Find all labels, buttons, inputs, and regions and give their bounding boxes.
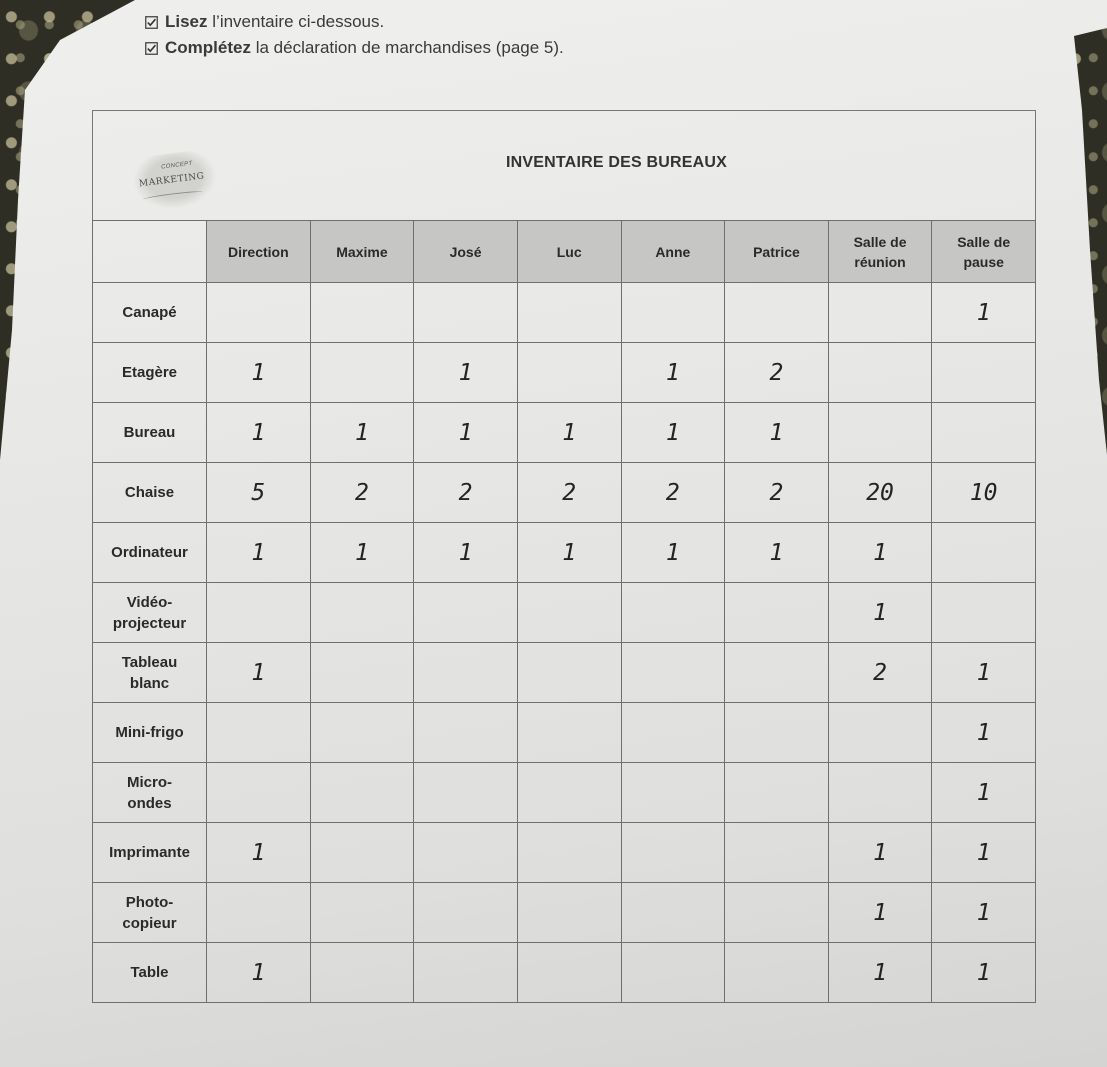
quantity-cell bbox=[517, 883, 621, 943]
quantity-cell bbox=[621, 583, 725, 643]
quantity-cell bbox=[517, 283, 621, 343]
quantity-cell bbox=[621, 823, 725, 883]
quantity-cell: 1 bbox=[725, 523, 829, 583]
row-label: Etagère bbox=[121, 364, 178, 381]
row-label-cell bbox=[93, 703, 207, 763]
quantity-cell bbox=[414, 883, 518, 943]
quantity-cell bbox=[725, 283, 829, 343]
company-logo bbox=[130, 148, 220, 214]
table-row bbox=[93, 943, 1036, 1003]
row-label-cell bbox=[93, 583, 207, 643]
quantity-cell: 1 bbox=[207, 943, 311, 1003]
corner-cell bbox=[93, 221, 207, 283]
row-label: Ordinateur bbox=[111, 544, 188, 561]
quantity-cell bbox=[207, 883, 311, 943]
quantity-cell bbox=[932, 343, 1036, 403]
inventory-table bbox=[92, 220, 1036, 1003]
header-row bbox=[93, 221, 1036, 283]
quantity-cell bbox=[310, 823, 414, 883]
quantity-cell bbox=[207, 703, 311, 763]
quantity-cell bbox=[828, 703, 932, 763]
table-row bbox=[93, 883, 1036, 943]
quantity-cell: 1 bbox=[828, 523, 932, 583]
quantity-cell bbox=[725, 643, 829, 703]
quantity-cell: 1 bbox=[828, 883, 932, 943]
table-row bbox=[93, 343, 1036, 403]
column-header bbox=[414, 221, 518, 283]
quantity-cell bbox=[310, 883, 414, 943]
quantity-cell: 2 bbox=[828, 643, 932, 703]
quantity-cell bbox=[932, 583, 1036, 643]
table-row bbox=[93, 763, 1036, 823]
quantity-cell: 1 bbox=[828, 823, 932, 883]
quantity-cell: 1 bbox=[517, 523, 621, 583]
quantity-cell bbox=[414, 583, 518, 643]
quantity-cell bbox=[517, 763, 621, 823]
quantity-cell bbox=[414, 703, 518, 763]
quantity-cell: 1 bbox=[414, 403, 518, 463]
table-row bbox=[93, 463, 1036, 523]
quantity-cell: 1 bbox=[932, 763, 1036, 823]
quantity-cell bbox=[725, 943, 829, 1003]
quantity-cell: 1 bbox=[207, 523, 311, 583]
row-label-cell bbox=[93, 943, 207, 1003]
row-label-cell bbox=[93, 763, 207, 823]
column-header-label: Luc bbox=[556, 243, 582, 260]
row-label-cell bbox=[93, 403, 207, 463]
quantity-cell bbox=[310, 703, 414, 763]
quantity-cell bbox=[414, 283, 518, 343]
quantity-cell: 1 bbox=[207, 403, 311, 463]
quantity-cell: 1 bbox=[207, 643, 311, 703]
row-label-cell bbox=[93, 883, 207, 943]
column-header bbox=[621, 221, 725, 283]
column-header-label: Patrice bbox=[753, 243, 800, 260]
quantity-cell: 1 bbox=[621, 523, 725, 583]
quantity-cell bbox=[932, 403, 1036, 463]
row-label: Bureau bbox=[123, 424, 176, 441]
table-row bbox=[93, 823, 1036, 883]
checked-box-icon bbox=[145, 16, 158, 29]
quantity-cell bbox=[725, 823, 829, 883]
quantity-cell bbox=[621, 943, 725, 1003]
quantity-cell: 2 bbox=[621, 463, 725, 523]
quantity-cell bbox=[310, 763, 414, 823]
row-label: Vidéo-projecteur bbox=[112, 593, 187, 632]
quantity-cell bbox=[621, 883, 725, 943]
table-row bbox=[93, 523, 1036, 583]
sheet-header bbox=[92, 110, 1036, 220]
column-header-label: Salle de pause bbox=[957, 233, 1011, 270]
quantity-cell: 1 bbox=[207, 343, 311, 403]
quantity-cell: 1 bbox=[932, 943, 1036, 1003]
quantity-cell: 1 bbox=[725, 403, 829, 463]
quantity-cell: 1 bbox=[517, 403, 621, 463]
table-row bbox=[93, 703, 1036, 763]
quantity-cell: 1 bbox=[207, 823, 311, 883]
quantity-cell: 1 bbox=[932, 883, 1036, 943]
quantity-cell: 2 bbox=[725, 463, 829, 523]
table-row bbox=[93, 403, 1036, 463]
row-label: Photo-copieur bbox=[122, 893, 177, 932]
row-label: Tableau blanc bbox=[121, 653, 178, 692]
quantity-cell: 1 bbox=[828, 583, 932, 643]
quantity-cell bbox=[828, 343, 932, 403]
row-label: Canapé bbox=[122, 304, 177, 321]
row-label-cell bbox=[93, 643, 207, 703]
quantity-cell: 1 bbox=[932, 703, 1036, 763]
quantity-cell bbox=[414, 763, 518, 823]
column-header bbox=[207, 221, 311, 283]
table-row bbox=[93, 583, 1036, 643]
quantity-cell: 1 bbox=[621, 343, 725, 403]
quantity-cell bbox=[207, 763, 311, 823]
row-label: Table bbox=[130, 964, 169, 981]
quantity-cell: 20 bbox=[828, 463, 932, 523]
quantity-cell bbox=[725, 703, 829, 763]
inventory-sheet bbox=[92, 110, 1036, 1003]
row-label: Mini-frigo bbox=[115, 724, 184, 741]
column-header-label: Salle de réunion bbox=[853, 233, 907, 270]
quantity-cell: 1 bbox=[414, 523, 518, 583]
quantity-cell bbox=[310, 943, 414, 1003]
quantity-cell: 1 bbox=[932, 283, 1036, 343]
quantity-cell bbox=[517, 943, 621, 1003]
quantity-cell bbox=[828, 403, 932, 463]
quantity-cell bbox=[725, 583, 829, 643]
row-label-cell bbox=[93, 523, 207, 583]
quantity-cell bbox=[932, 523, 1036, 583]
quantity-cell bbox=[207, 583, 311, 643]
row-label-cell bbox=[93, 463, 207, 523]
column-header bbox=[725, 221, 829, 283]
quantity-cell: 2 bbox=[414, 463, 518, 523]
row-label: Micro-ondes bbox=[127, 773, 172, 812]
quantity-cell bbox=[725, 763, 829, 823]
sheet-title: INVENTAIRE DES BUREAUX bbox=[506, 154, 728, 171]
quantity-cell bbox=[207, 283, 311, 343]
quantity-cell bbox=[310, 583, 414, 643]
column-header bbox=[517, 221, 621, 283]
quantity-cell: 10 bbox=[932, 463, 1036, 523]
row-label-cell bbox=[93, 823, 207, 883]
quantity-cell: 5 bbox=[207, 463, 311, 523]
quantity-cell bbox=[621, 703, 725, 763]
quantity-cell bbox=[414, 643, 518, 703]
quantity-cell: 2 bbox=[517, 463, 621, 523]
row-label: Chaise bbox=[124, 484, 175, 501]
instruction-verb: Lisez bbox=[165, 12, 208, 31]
table-row bbox=[93, 643, 1036, 703]
quantity-cell bbox=[828, 763, 932, 823]
row-label-cell bbox=[93, 343, 207, 403]
quantity-cell bbox=[621, 283, 725, 343]
quantity-cell bbox=[517, 703, 621, 763]
column-header bbox=[932, 221, 1036, 283]
logo-swoosh bbox=[143, 190, 203, 202]
instruction-text: l’inventaire ci-dessous. bbox=[212, 12, 385, 31]
logo-main-text: MARKETING bbox=[138, 171, 206, 190]
quantity-cell: 1 bbox=[310, 523, 414, 583]
quantity-cell bbox=[414, 823, 518, 883]
table-row bbox=[93, 283, 1036, 343]
quantity-cell bbox=[310, 283, 414, 343]
instruction-line bbox=[145, 9, 564, 35]
row-label-cell bbox=[93, 283, 207, 343]
column-header bbox=[310, 221, 414, 283]
quantity-cell bbox=[725, 883, 829, 943]
checked-box-icon bbox=[145, 42, 158, 55]
quantity-cell: 1 bbox=[932, 823, 1036, 883]
quantity-cell: 2 bbox=[310, 463, 414, 523]
table-body bbox=[93, 283, 1036, 1003]
quantity-cell bbox=[310, 343, 414, 403]
quantity-cell bbox=[621, 643, 725, 703]
quantity-cell: 1 bbox=[828, 943, 932, 1003]
instruction-line bbox=[145, 35, 564, 61]
quantity-cell bbox=[828, 283, 932, 343]
quantity-cell: 2 bbox=[725, 343, 829, 403]
column-header-label: Anne bbox=[655, 243, 691, 260]
quantity-cell: 1 bbox=[621, 403, 725, 463]
quantity-cell bbox=[621, 763, 725, 823]
column-header bbox=[828, 221, 932, 283]
quantity-cell bbox=[517, 643, 621, 703]
quantity-cell bbox=[310, 643, 414, 703]
quantity-cell bbox=[517, 823, 621, 883]
column-header-label: Direction bbox=[227, 243, 289, 260]
logo-small-text: CONCEPT bbox=[160, 160, 193, 171]
instruction-text: la déclaration de marchandises (page 5). bbox=[255, 38, 564, 57]
row-label: Imprimante bbox=[109, 844, 190, 861]
instruction-verb: Complétez bbox=[165, 38, 251, 57]
column-header-label: José bbox=[449, 243, 482, 260]
quantity-cell: 1 bbox=[310, 403, 414, 463]
instructions bbox=[145, 9, 564, 61]
quantity-cell bbox=[517, 583, 621, 643]
column-header-label: Maxime bbox=[336, 243, 388, 260]
quantity-cell bbox=[414, 943, 518, 1003]
quantity-cell: 1 bbox=[932, 643, 1036, 703]
quantity-cell bbox=[517, 343, 621, 403]
quantity-cell: 1 bbox=[414, 343, 518, 403]
